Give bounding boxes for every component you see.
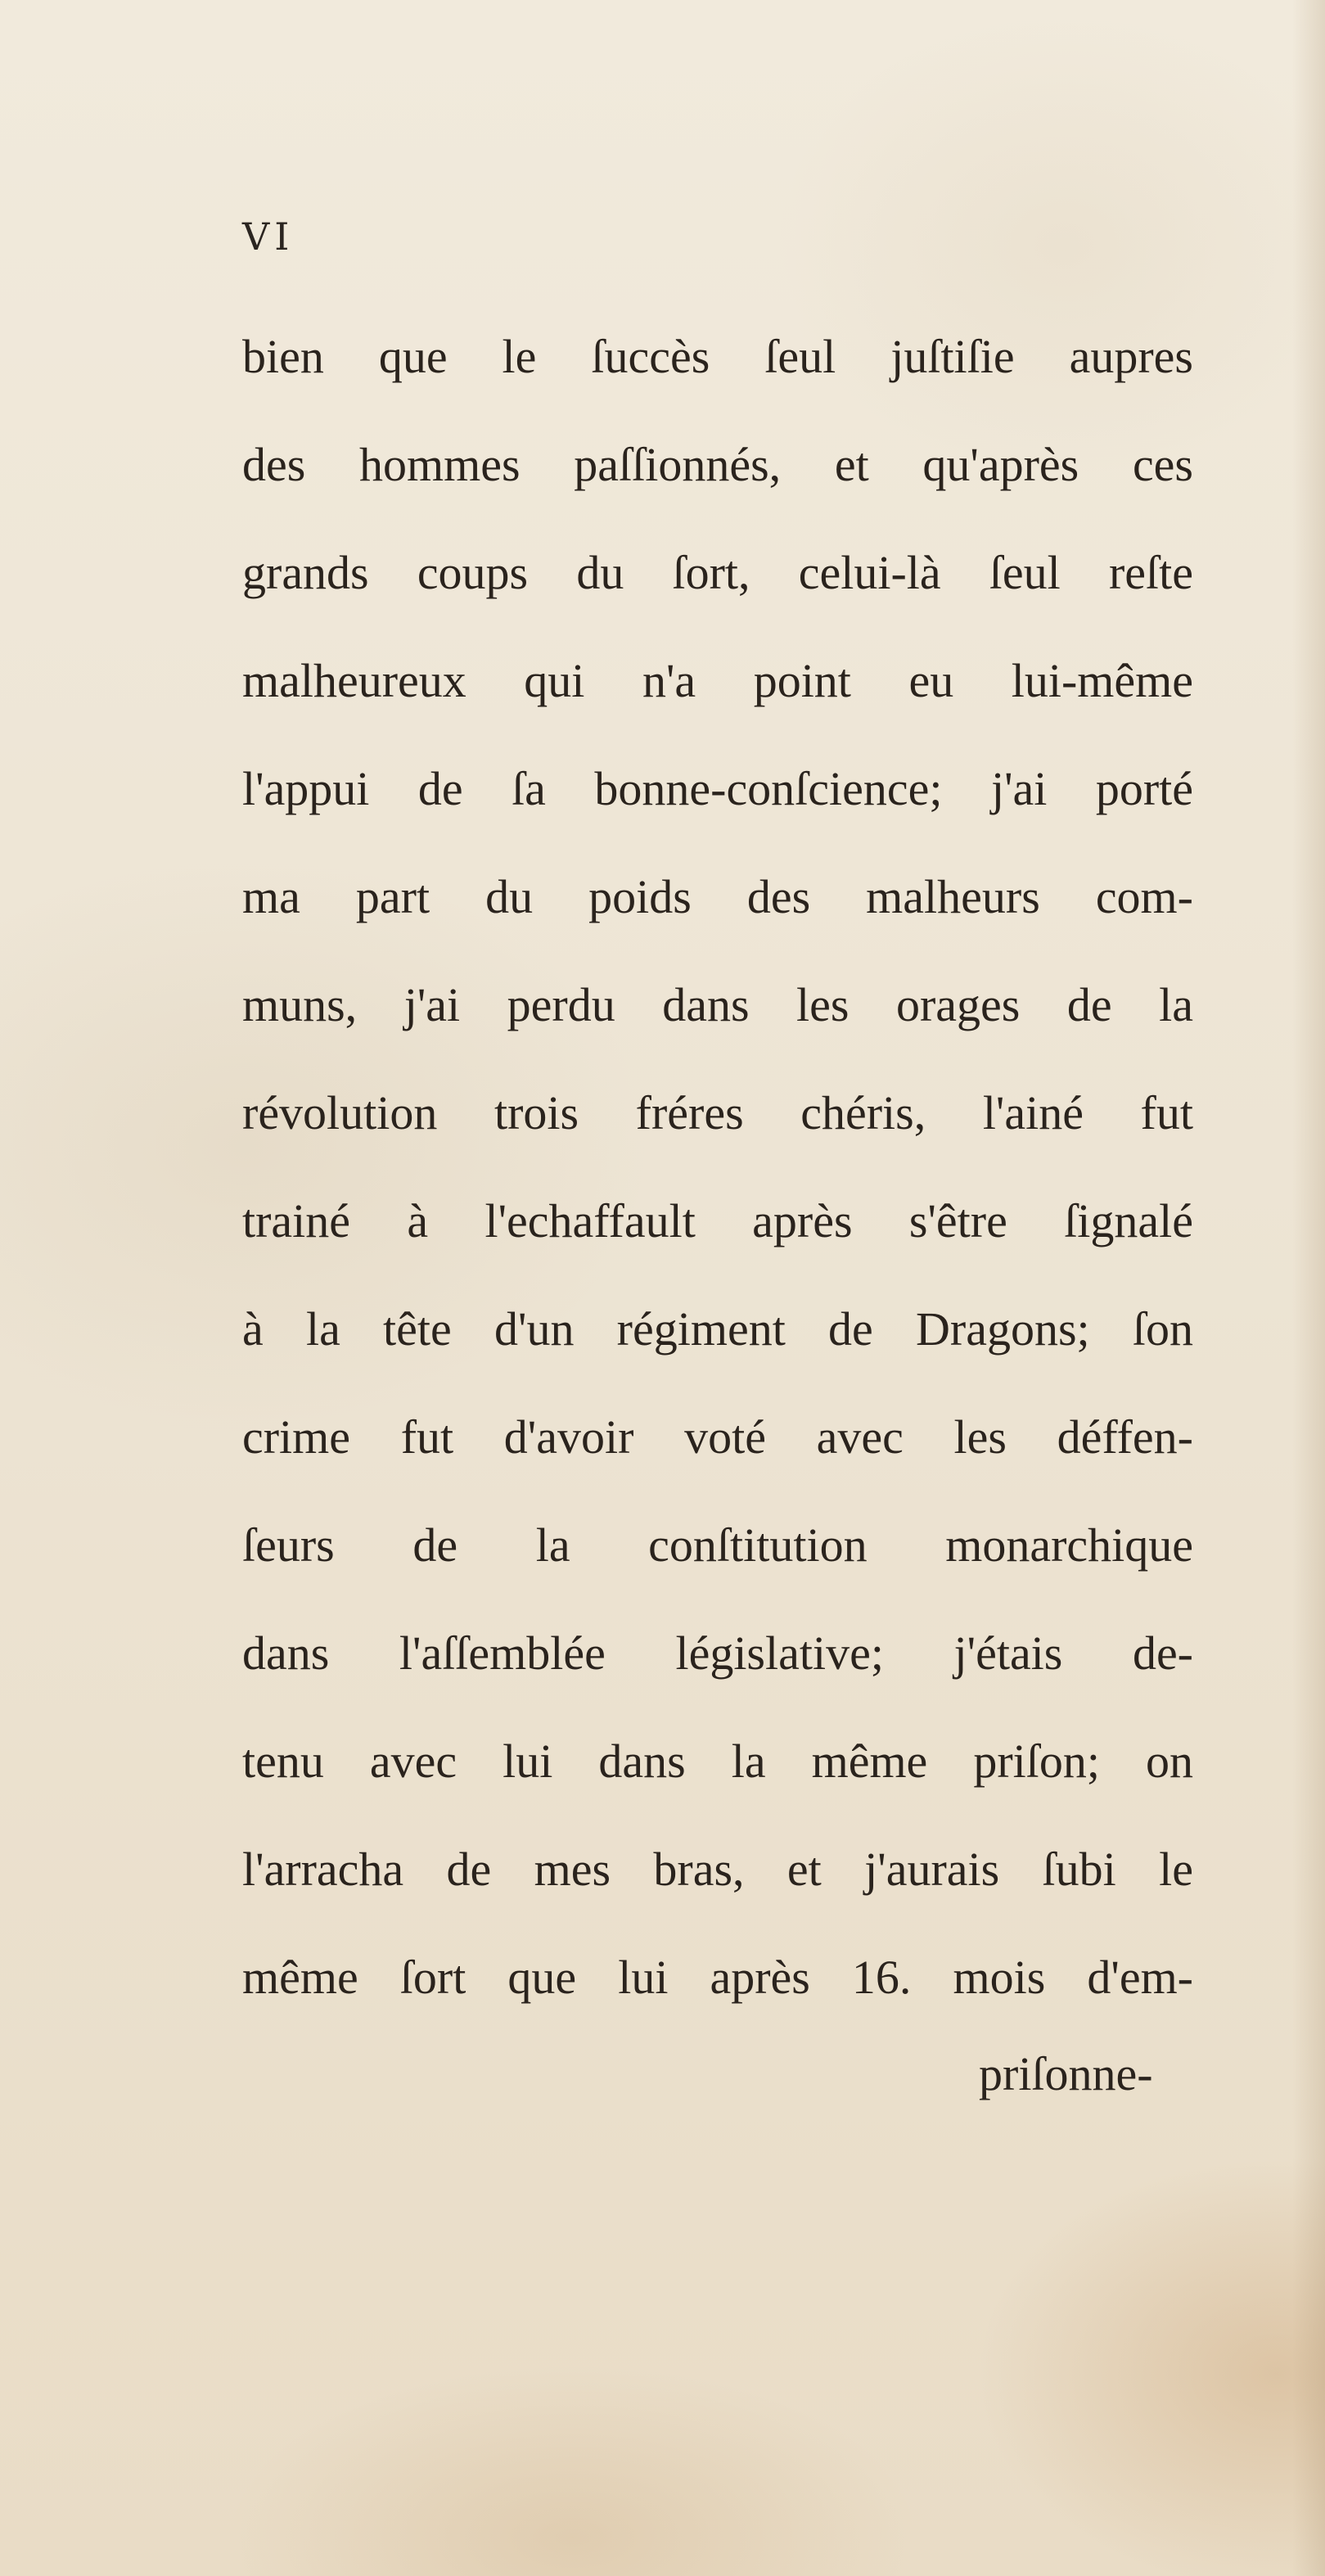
text-line: ma part du poids des malheurs com- bbox=[242, 870, 1193, 923]
text-line: muns, j'ai perdu dans les orages de la bbox=[242, 978, 1193, 1031]
text-line: révolution trois fréres chéris, l'ainé fut bbox=[242, 1086, 1193, 1139]
text-line: crime fut d'avoir voté avec les déffen- bbox=[242, 1410, 1193, 1464]
text-line: des hommes paſſionnés, et qu'après ces bbox=[242, 438, 1193, 491]
text-line: l'appui de ſa bonne-conſcience; j'ai porté bbox=[242, 762, 1193, 815]
catchword: priſonne- bbox=[979, 2047, 1153, 2100]
text-line: ſeurs de la conſtitution monarchique bbox=[242, 1518, 1193, 1572]
text-line: bien que le ſuccès ſeul juſtiſie aupres bbox=[242, 330, 1193, 383]
text-line: grands coups du ſort, celui-là ſeul reſte bbox=[242, 546, 1193, 599]
page-edge-shadow bbox=[1292, 0, 1325, 2576]
text-line: même ſort que lui après 16. mois d'em- bbox=[242, 1951, 1193, 2004]
text-line: l'arracha de mes bras, et j'aurais ſubi le bbox=[242, 1843, 1193, 1896]
text-line: trainé à l'echaffault après s'être ſignalé bbox=[242, 1194, 1193, 1247]
body-text bbox=[242, 303, 1193, 2032]
text-line: dans l'aſſemblée législative; j'étais de- bbox=[242, 1626, 1193, 1680]
text-line: malheureux qui n'a point eu lui-même bbox=[242, 654, 1193, 707]
page-number: VI bbox=[242, 214, 295, 259]
text-line: tenu avec lui dans la même priſon; on bbox=[242, 1735, 1193, 1788]
text-line: à la tête d'un régiment de Dragons; ſon bbox=[242, 1302, 1193, 1356]
